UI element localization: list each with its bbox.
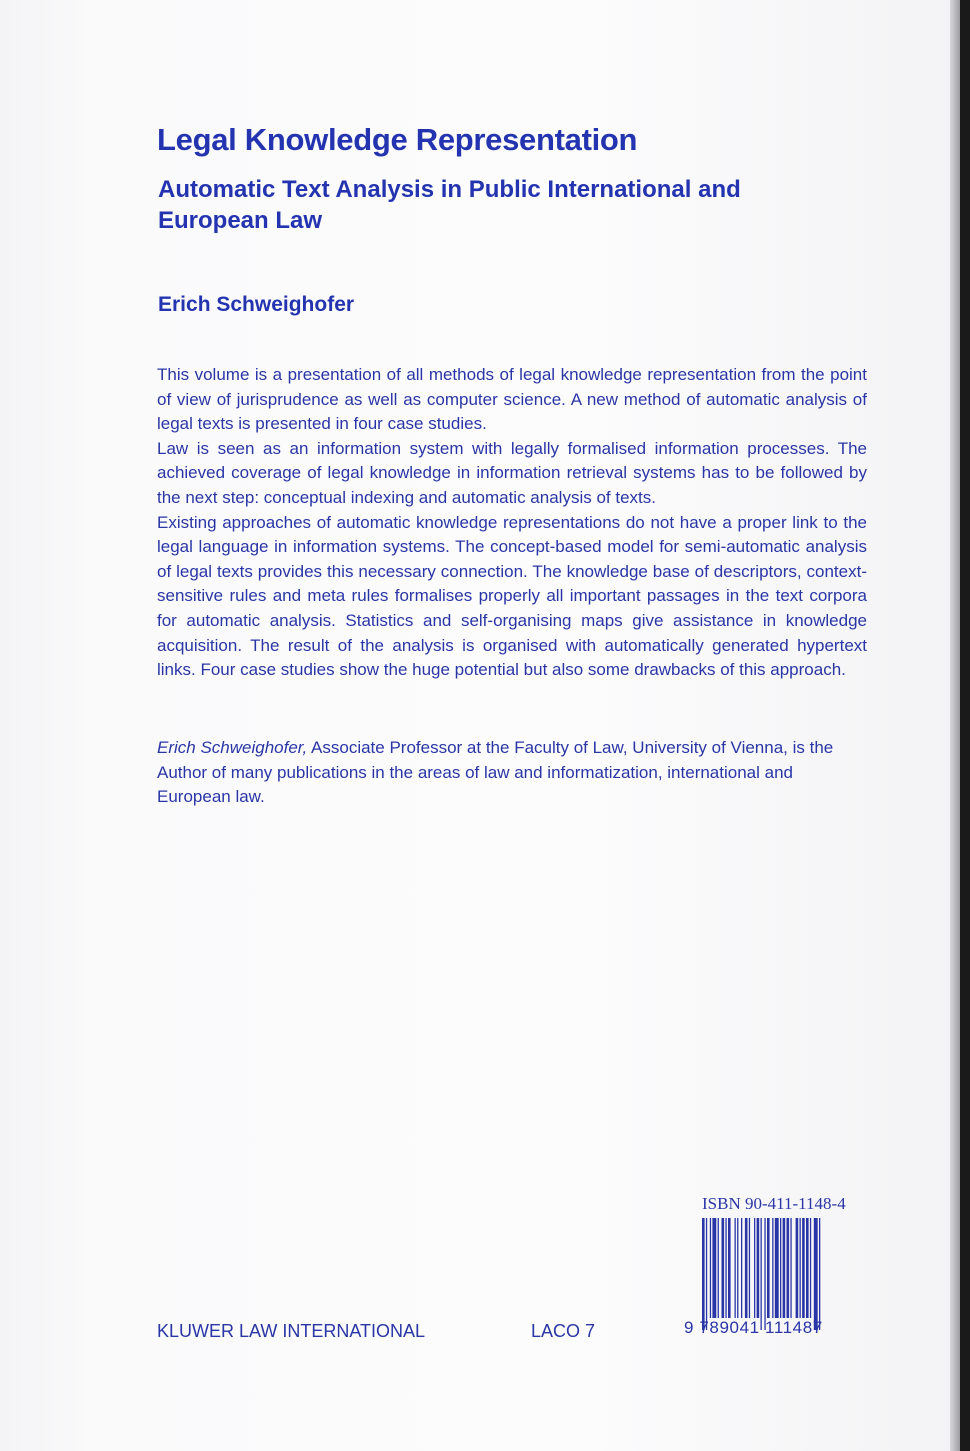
- barcode-bar: [814, 1218, 818, 1330]
- barcode-bar: [725, 1218, 726, 1318]
- barcode-bar: [787, 1218, 790, 1318]
- barcode-digits: 9 789041 111487: [684, 1318, 823, 1337]
- barcode-bar: [790, 1218, 791, 1318]
- barcode-bar: [712, 1218, 716, 1318]
- barcode-bar: [745, 1218, 748, 1318]
- barcode-bar: [754, 1218, 755, 1318]
- barcode-bar: [761, 1218, 762, 1330]
- barcode-bar: [735, 1218, 736, 1318]
- blurb-paragraph: This volume is a presentation of all methods of legal knowledge representation from the point of view of jurisprudence as well as computer science. A new method of automatic analysis of legal texts is presented in four case studies.: [157, 365, 867, 434]
- cover-edge: [950, 0, 960, 1451]
- blurb-paragraph: Law is seen as an information system with legally formalised information processes. The achieved coverage of legal knowledge in information retrieval systems has to be followed by the next step: conceptual indexing and automatic analysis of texts.: [157, 438, 867, 507]
- isbn-label: ISBN 90-411-1148-4: [702, 1194, 846, 1213]
- barcode-bar: [796, 1218, 799, 1318]
- author-bio-name: Erich Schweighofer,: [157, 738, 308, 757]
- barcode-bar: [802, 1218, 805, 1318]
- barcode-bar: [706, 1218, 707, 1330]
- barcode-bar: [767, 1218, 770, 1318]
- barcode-bar: [800, 1218, 801, 1318]
- barcode-bar: [806, 1218, 809, 1318]
- barcode-bar: [722, 1218, 725, 1318]
- barcode-bar: [772, 1218, 773, 1318]
- barcode-bar: [757, 1218, 760, 1318]
- barcode-bar: [737, 1218, 738, 1318]
- barcode-bar: [783, 1218, 786, 1318]
- barcode-bar: [764, 1218, 765, 1330]
- barcode-bar: [775, 1218, 779, 1318]
- barcode-bar: [780, 1218, 781, 1318]
- barcode-bar: [741, 1218, 742, 1318]
- book-subtitle: Automatic Text Analysis in Public International and European Law: [158, 176, 741, 234]
- barcode-bar: [810, 1218, 811, 1318]
- blurb-paragraph: Existing approaches of automatic knowledge representations do not have a proper link to the legal language in information systems. The concept-based model for semi-automatic analysis of legal texts provides this necessary connection. The knowledge base of descriptors, context-sensitive rules and meta rules formalises properly all important passages in the text corpora for automatic analysis. Statistics and self-organising maps give assistance in knowledge acquisition. The result of the analysis is organised with automatically generated hypertext links. Four case studies show the huge potential but also some drawbacks of this approach.: [157, 512, 867, 680]
- series-name: LACO 7: [531, 1321, 596, 1341]
- barcode-bar: [728, 1218, 731, 1318]
- book-author: Erich Schweighofer: [158, 293, 355, 316]
- barcode-bar: [718, 1218, 719, 1318]
- barcode-bar: [710, 1218, 711, 1318]
- barcode-bar: [819, 1218, 820, 1330]
- barcode-bar: [749, 1218, 750, 1318]
- barcode-bar: [702, 1218, 705, 1330]
- publisher-name: KLUWER LAW INTERNATIONAL: [157, 1321, 426, 1341]
- blurb: [157, 363, 867, 683]
- barcode-icon: [700, 1218, 868, 1330]
- author-bio: [157, 736, 867, 810]
- book-title: Legal Knowledge Representation: [157, 122, 638, 157]
- author-bio-text: Associate Professor at the Faculty of Law, University of Vienna, is the Author of many publications in the areas of law and informatization, international and European law.: [157, 738, 834, 807]
